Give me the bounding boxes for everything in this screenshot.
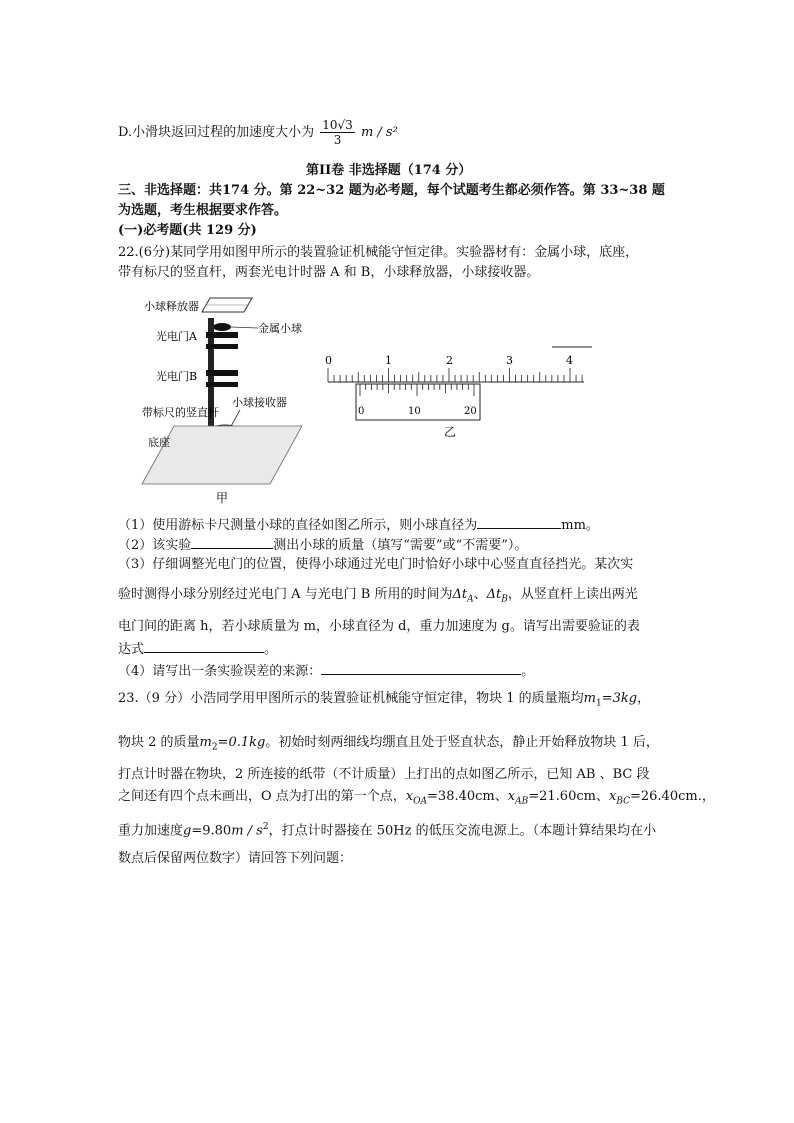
section-title: 第II卷 非选择题（174 分） [306,163,472,178]
separator: 、 [473,587,487,602]
symbol-x-oa: x [405,789,414,804]
q22-sub3-line2 [118,586,638,609]
caption-yi: 乙 [444,425,457,439]
required-heading: (一)必考题(共 129 分) [118,223,257,238]
ball-shape [213,323,231,331]
main-tick-label-1: 1 [385,354,392,367]
value-x-bc: =26.40cm [629,789,698,804]
figure-yi [322,340,592,440]
answer-blank-diameter[interactable] [477,516,561,529]
separator: 、 [494,789,508,804]
symbol-x-ab-sub: AB [515,796,529,807]
q22-sub1-unit: mm。 [561,518,599,533]
label-gate-b: 光电门B [156,370,198,383]
gate-b-shape [206,370,238,376]
main-tick-label-2: 2 [446,354,453,367]
option-d-text: D.小滑块返回过程的加速度大小为 [118,125,315,140]
q23-line2 [118,734,659,757]
q22-sub3-line4-post: 。 [264,642,278,657]
option-d-unit: m / s² [360,125,398,140]
separator: 、 [595,789,609,804]
q22-sub2-text: （2）该实验 [118,538,192,553]
section3-line2: 为选题，考生根据要求作答。 [118,203,288,218]
symbol-x-ab: x [507,789,516,804]
q23-line4-text: 之间还有四个点未画出，O 点为打出的第一个点， [118,789,406,804]
q22-sub3-line1: （3）仔细调整光电门的位置，使得小球通过光电门时恰好小球中心竖直直径挡光。某次实 [118,557,634,572]
answer-blank-mass-needed[interactable] [191,536,273,549]
q23-line6: 数点后保留两位数字）请回答下列问题： [118,851,353,866]
symbol-delta-ta: Δt [452,587,468,602]
gate-a-shape [206,332,238,338]
q23-line5 [118,818,656,840]
unit-g: m / s [231,823,263,839]
unit-g-sup: 2 [262,822,269,832]
vernier-ticks [360,384,474,396]
base-plate [142,426,302,484]
q22-sub1 [118,516,599,535]
caption-jia: 甲 [216,491,229,504]
q23-line5-text: 重力加速度 [118,823,184,839]
label-gate-a: 光电门A [156,330,197,343]
label-releaser: 小球释放器 [144,300,199,313]
value-x-ab: =21.60cm [528,789,596,804]
q22-sub3-line3: 电门间的距离 h，若小球质量为 m，小球直径为 d，重力加速度为 g。请写出需要验证的表 [118,619,640,634]
vernier-tick-label-20: 20 [464,406,477,417]
vernier-tick-label-10: 10 [408,406,421,417]
q23-line2-text: 物块 2 的质量 [118,735,200,750]
main-scale-ticks [328,368,582,382]
value-m2: =0.1kg [217,735,266,750]
label-ball: 金属小球 [258,322,302,335]
q23-line2-post: 。初始时刻两细线均绷直且处于竖直状态，静止开始释放物块 1 后， [265,735,659,750]
symbol-m1-sub: 1 [595,698,602,709]
symbol-x-bc: x [608,789,617,804]
option-d [118,118,398,147]
symbol-x-bc-sub: BC [616,796,630,807]
q22-sub3-line2-text: 验时测得小球分别经过光电门 A 与光电门 B 所用的时间为 [118,587,453,602]
symbol-x-oa-sub: OA [413,796,428,807]
q22-sub4 [118,662,534,681]
q23-line4-post: .， [697,789,715,804]
symbol-sub-a: A [467,594,474,605]
vernier-tick-label-0: 0 [358,406,365,417]
q22-line2: 带有标尺的竖直杆，两套光电计时器 A 和 B，小球释放器，小球接收器。 [118,265,540,280]
q22-line1: 22.(6分)某同学用如图甲所示的装置验证机械能守恒定律。实验器材有：金属小球，底座， [118,245,639,260]
fraction-numerator: 10√3 [322,118,353,132]
symbol-sub-b: B [501,594,508,605]
label-rod: 带标尺的竖直杆 [142,406,219,419]
label-base: 底座 [148,436,170,449]
symbol-delta-tb: Δt [486,587,502,602]
q23-line3: 打点计时器在物块，2 所连接的纸带（不计质量）上打出的点如图乙所示，已知 AB 、BC 段 [118,767,650,782]
main-tick-label-0: 0 [325,354,332,367]
q22-sub3-line4-text: 达式 [118,642,145,657]
symbol-g: g [183,823,192,839]
section3-line1: 三、非选择题：共174 分。第 22~32 题为必考题，每个试题考生都必须作答。第 33~38 题 [118,183,665,198]
symbol-m2-sub: 2 [211,742,218,753]
q22-sub4-text: （4）请写出一条实验误差的来源： [118,664,322,679]
q22-sub4-post: 。 [521,664,535,679]
q22-sub3-line4 [118,640,277,659]
q23-line1-post: ， [637,691,651,706]
value-m1: =3kg [601,691,638,706]
figure-jia [140,294,340,504]
q23-line1-text: 23.（9 分）小浩同学用甲图所示的装置验证机械能守恒定律，物块 1 的质量瓶均 [118,691,584,706]
q22-sub3-line2-post: ，从竖直杆上读出两光 [507,587,638,602]
answer-blank-error-source[interactable] [321,662,521,675]
q22-sub1-text: （1）使用游标卡尺测量小球的直径如图乙所示，则小球直径为 [118,518,478,533]
symbol-m2: m [199,735,212,750]
fraction-denominator: 3 [333,133,342,147]
q23-line5-post: ，打点计时器接在 50Hz 的低压交流电源上。（本题计算结果均在小 [268,823,657,839]
q22-sub2-text-post: 测出小球的质量（填写“需要”或“不需要”）。 [273,538,528,553]
q23-line4 [118,788,715,811]
answer-blank-expression[interactable] [144,640,264,653]
q22-sub2 [118,536,527,555]
option-d-fraction [320,118,355,147]
label-receiver: 小球接收器 [232,396,287,409]
main-tick-label-4: 4 [566,354,573,367]
value-g: =9.80 [191,823,232,839]
main-tick-label-3: 3 [506,354,513,367]
q23-line1 [118,690,650,713]
symbol-m1: m [583,691,596,706]
value-x-oa: =38.40cm [427,789,495,804]
